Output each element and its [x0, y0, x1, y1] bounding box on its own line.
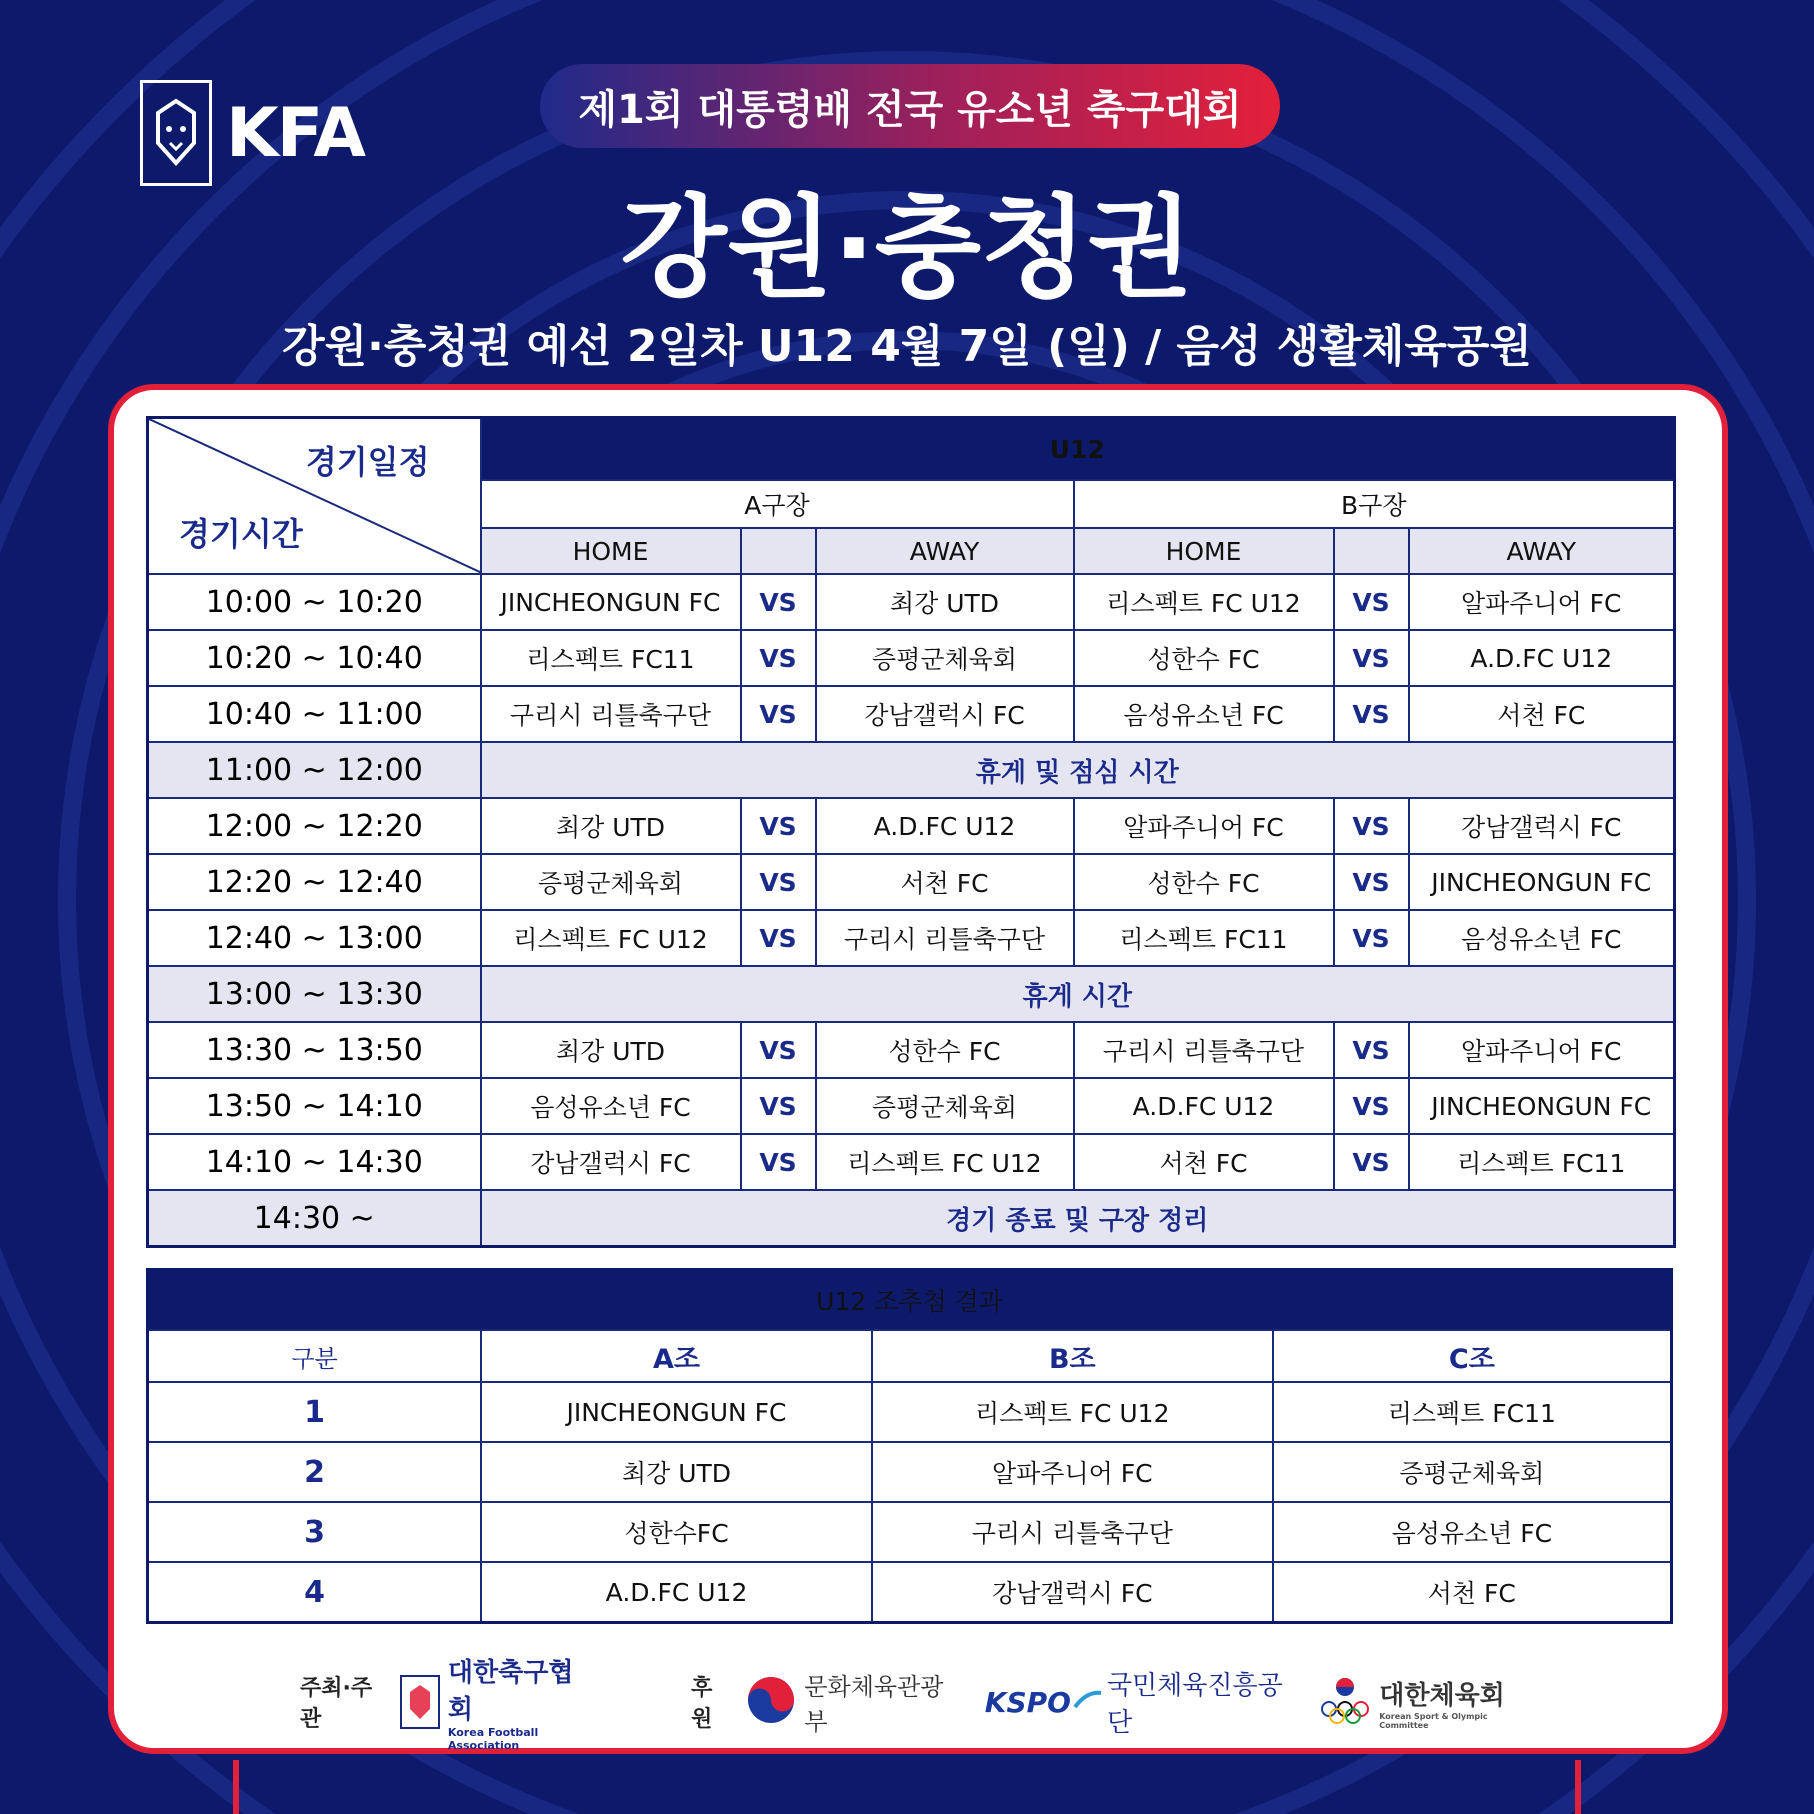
host-label: 주최·주관 [300, 1676, 373, 1732]
a-home-team: 증평군체육회 [481, 854, 741, 910]
sponsor-footer [300, 1658, 1520, 1752]
schedule-table [146, 416, 1676, 1248]
b-away-header: AWAY [1409, 528, 1675, 574]
break-time: 11:00 ~ 12:00 [148, 742, 481, 798]
b-away-team: 알파주니어 FC [1409, 574, 1675, 630]
a-away-team: 최강 UTD [816, 574, 1074, 630]
draw-results [146, 1268, 1673, 1624]
group-c-team: 음성유소년 FC [1273, 1502, 1672, 1562]
a-home-team: 음성유소년 FC [481, 1078, 741, 1134]
sponsor-label: 후원 [691, 1676, 713, 1732]
break-label: 경기 종료 및 구장 정리 [481, 1190, 1675, 1247]
group-c-team: 리스펙트 FC11 [1273, 1382, 1672, 1442]
b-home-header: HOME [1074, 528, 1334, 574]
schedule-row [148, 854, 1675, 910]
a-away-team: 강남갤럭시 FC [816, 686, 1074, 742]
vs-label: VS [1334, 1078, 1409, 1134]
schedule-corner-header [148, 418, 481, 575]
vs-label: VS [741, 798, 816, 854]
vs-label: VS [741, 574, 816, 630]
corner-label-schedule: 경기일정 [305, 443, 430, 481]
break-time: 14:30 ~ [148, 1190, 481, 1247]
break-time: 13:00 ~ 13:30 [148, 966, 481, 1022]
draw-number: 1 [148, 1382, 482, 1442]
draw-table [146, 1268, 1673, 1624]
draw-number: 3 [148, 1502, 482, 1562]
draw-row [148, 1502, 1672, 1562]
group-c-header: C조 [1273, 1330, 1672, 1382]
a-away-team: 서천 FC [816, 854, 1074, 910]
vs-label: VS [1334, 854, 1409, 910]
a-away-team: 증평군체육회 [816, 1078, 1074, 1134]
b-home-team: A.D.FC U12 [1074, 1078, 1334, 1134]
schedule-row [148, 630, 1675, 686]
match-time: 12:00 ~ 12:20 [148, 798, 481, 854]
group-a-team: 성한수FC [481, 1502, 872, 1562]
b-home-team: 음성유소년 FC [1074, 686, 1334, 742]
schedule-subtitle: 강원·충청권 예선 2일차 U12 4월 7일 (일) / 음성 생활체육공원 [282, 321, 1532, 372]
match-time: 13:50 ~ 14:10 [148, 1078, 481, 1134]
ksoc-name: 대한체육회 [1379, 1680, 1505, 1711]
vs-label: VS [1334, 574, 1409, 630]
draw-title: U12 조추첨 결과 [148, 1270, 1672, 1331]
draw-number: 2 [148, 1442, 482, 1502]
schedule-row [148, 574, 1675, 630]
a-away-team: 리스펙트 FC U12 [816, 1134, 1074, 1190]
a-away-team: A.D.FC U12 [816, 798, 1074, 854]
b-vs-header [1334, 528, 1409, 574]
kfa-name: 대한축구협회 [447, 1658, 574, 1725]
ksoc-emblem-icon [1317, 1675, 1373, 1729]
a-home-team: 최강 UTD [481, 798, 741, 854]
vs-label: VS [1334, 686, 1409, 742]
b-away-team: 알파주니어 FC [1409, 1022, 1675, 1078]
vs-label: VS [1334, 1134, 1409, 1190]
schedule-row [148, 910, 1675, 966]
kspo-name: 국민체육진흥공단 [1106, 1671, 1283, 1738]
group-b-team: 강남갤럭시 FC [872, 1562, 1273, 1623]
group-b-header: B조 [872, 1330, 1273, 1382]
a-vs-header [741, 528, 816, 574]
group-b-team: 알파주니어 FC [872, 1442, 1273, 1502]
b-away-team: 리스펙트 FC11 [1409, 1134, 1675, 1190]
schedule-row [148, 686, 1675, 742]
match-time: 13:30 ~ 13:50 [148, 1022, 481, 1078]
b-home-team: 구리시 리틀축구단 [1074, 1022, 1334, 1078]
kfa-emblem-icon [400, 1675, 440, 1729]
group-a-team: JINCHEONGUN FC [481, 1382, 872, 1442]
match-time: 12:20 ~ 12:40 [148, 854, 481, 910]
kspo-logo: KSPO [984, 1685, 1071, 1719]
break-label: 휴게 시간 [481, 966, 1675, 1022]
match-time: 10:40 ~ 11:00 [148, 686, 481, 742]
match-time: 10:00 ~ 10:20 [148, 574, 481, 630]
b-away-team: JINCHEONGUN FC [1409, 1078, 1675, 1134]
group-c-team: 서천 FC [1427, 1579, 1516, 1608]
ksoc-english-name: Korean Sport & Olympic Committee [1379, 1711, 1488, 1730]
break-row [148, 966, 1675, 1022]
match-time: 14:10 ~ 14:30 [148, 1134, 481, 1190]
break-row [148, 1190, 1675, 1247]
b-home-team: 알파주니어 FC [1074, 798, 1334, 854]
kfa-wordmark: KFA [226, 93, 364, 173]
kspo-swoosh-icon [1073, 1689, 1103, 1715]
a-home-team: 리스펙트 FC U12 [481, 910, 741, 966]
draw-row [148, 1562, 1672, 1623]
a-away-header: AWAY [816, 528, 1074, 574]
draw-row [148, 1442, 1672, 1502]
draw-row [148, 1382, 1672, 1442]
a-home-team: 강남갤럭시 FC [481, 1134, 741, 1190]
field-b-header: B구장 [1074, 480, 1675, 528]
draw-col-label: 구분 [148, 1330, 482, 1382]
b-home-team: 리스펙트 FC U12 [1074, 574, 1334, 630]
match-time: 10:20 ~ 10:40 [148, 630, 481, 686]
vs-label: VS [741, 630, 816, 686]
b-away-team: 서천 FC [1409, 686, 1675, 742]
a-away-team: 증평군체육회 [816, 630, 1074, 686]
b-home-team: 서천 FC [1074, 1134, 1334, 1190]
b-home-team: 성한수 FC [1074, 854, 1334, 910]
vs-label: VS [741, 686, 816, 742]
mcst-name: 문화체육관광부 [804, 1673, 944, 1736]
vs-label: VS [741, 1078, 816, 1134]
break-row [148, 742, 1675, 798]
group-c-team: 증평군체육회 [1273, 1442, 1672, 1502]
a-home-team: 리스펙트 FC11 [481, 630, 741, 686]
b-away-team: JINCHEONGUN FC [1409, 854, 1675, 910]
a-away-team: 성한수 FC [816, 1022, 1074, 1078]
a-home-team: JINCHEONGUN FC [481, 574, 741, 630]
vs-label: VS [741, 910, 816, 966]
group-b-team: 구리시 리틀축구단 [872, 1502, 1273, 1562]
vs-label: VS [1334, 798, 1409, 854]
mcst-emblem-icon [746, 1675, 796, 1729]
b-away-team: 강남갤럭시 FC [1409, 798, 1675, 854]
a-home-team: 구리시 리틀축구단 [481, 686, 741, 742]
schedule-row [148, 1134, 1675, 1190]
b-away-team: 음성유소년 FC [1409, 910, 1675, 966]
corner-label-time: 경기시간 [179, 515, 303, 553]
a-home-header: HOME [481, 528, 741, 574]
vs-label: VS [741, 854, 816, 910]
match-time: 12:40 ~ 13:00 [148, 910, 481, 966]
b-away-team: A.D.FC U12 [1409, 630, 1675, 686]
group-a-team: 최강 UTD [481, 1442, 872, 1502]
event-title-pill: 제1회 대통령배 전국 유소년 축구대회 [540, 64, 1280, 148]
b-home-team: 리스펙트 FC11 [1074, 910, 1334, 966]
vs-label: VS [1334, 630, 1409, 686]
group-b-team: 리스펙트 FC U12 [872, 1382, 1273, 1442]
schedule-row [148, 798, 1675, 854]
a-away-team: 구리시 리틀축구단 [816, 910, 1074, 966]
b-home-team: 성한수 FC [1074, 630, 1334, 686]
draw-number: 4 [148, 1562, 482, 1623]
vs-label: VS [741, 1134, 816, 1190]
group-a-team: A.D.FC U12 [481, 1562, 872, 1623]
division-header: U12 [481, 418, 1675, 481]
match-schedule [146, 416, 1673, 1248]
vs-label: VS [741, 1022, 816, 1078]
vs-label: VS [1334, 910, 1409, 966]
break-label: 휴게 및 점심 시간 [481, 742, 1675, 798]
schedule-row [148, 1078, 1675, 1134]
field-a-header: A구장 [481, 480, 1074, 528]
a-home-team: 최강 UTD [481, 1022, 741, 1078]
vs-label: VS [1334, 1022, 1409, 1078]
region-title: 강원·충청권 [620, 184, 1194, 312]
group-a-header: A조 [481, 1330, 872, 1382]
schedule-row [148, 1022, 1675, 1078]
kfa-english-name: Korea Football Association [447, 1726, 539, 1752]
